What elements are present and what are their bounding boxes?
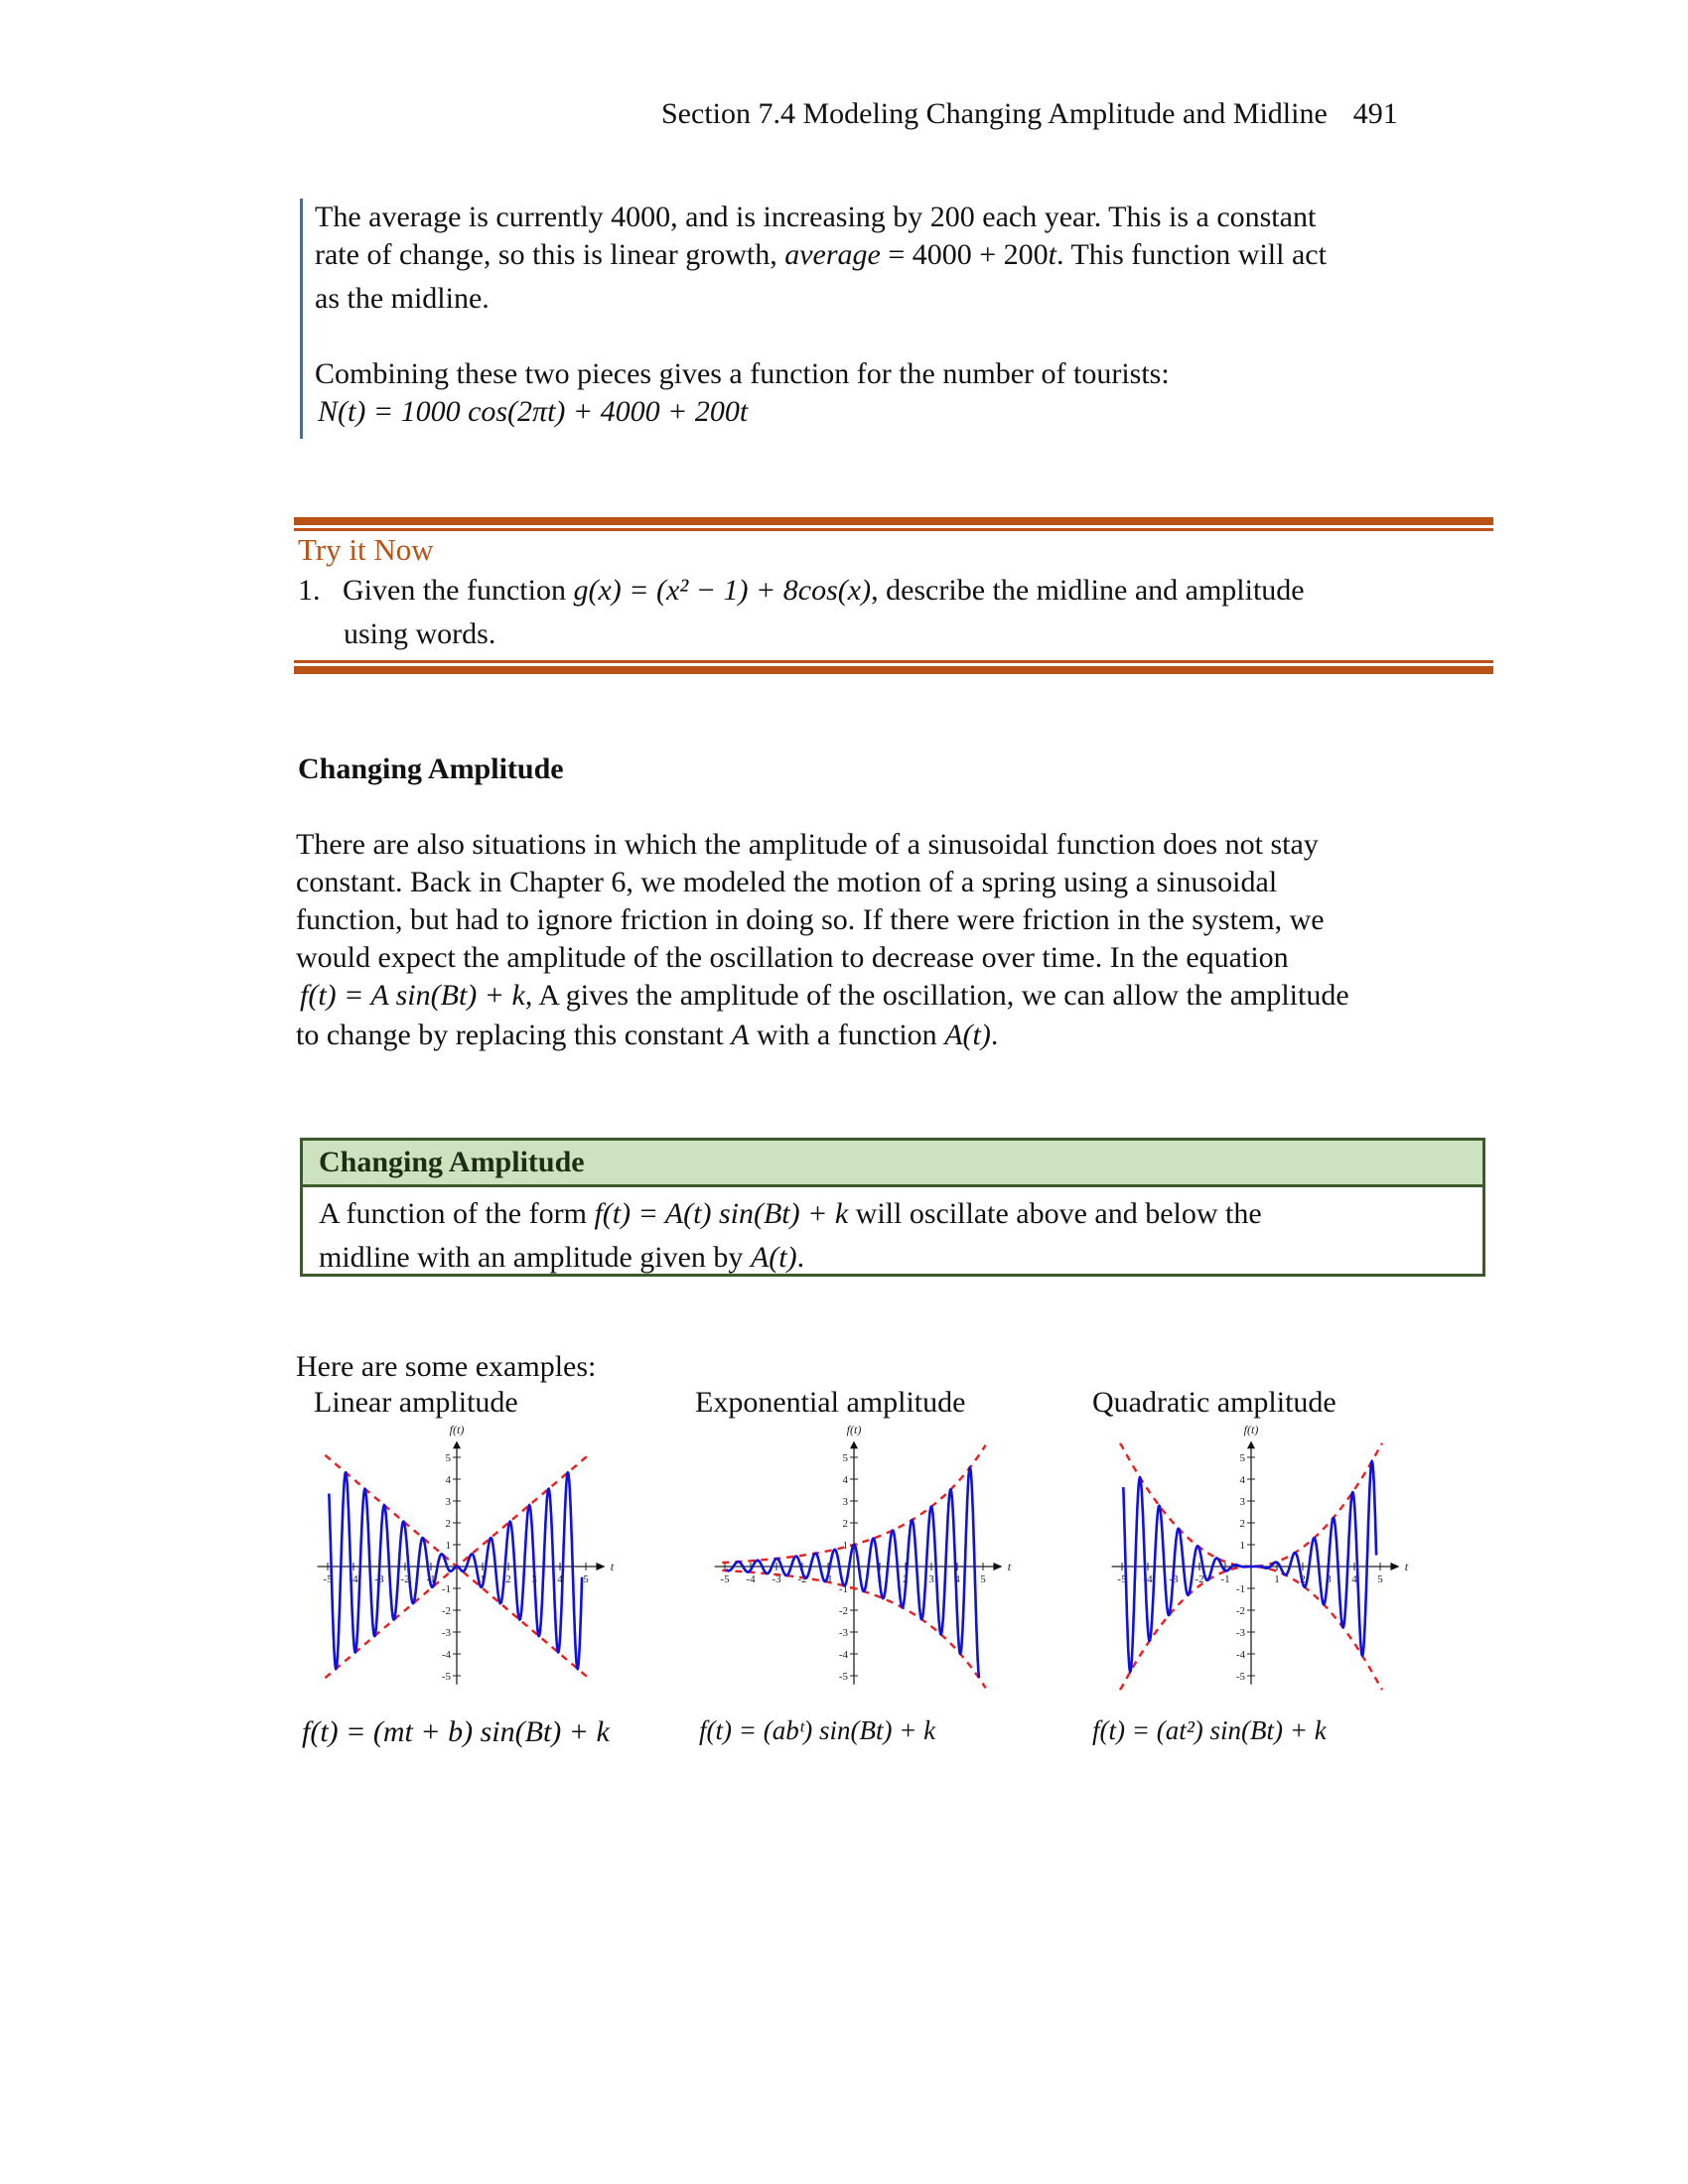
running-header: [661, 97, 1398, 131]
svg-text:-1: -1: [838, 1583, 848, 1595]
svg-text:4: 4: [842, 1474, 848, 1486]
svg-text:5: 5: [445, 1452, 451, 1464]
try-it-top-rule-thin: [294, 528, 1493, 531]
svg-text:-5: -5: [1117, 1573, 1127, 1585]
svg-text:2: 2: [505, 1573, 511, 1585]
svg-text:-4: -4: [1235, 1649, 1245, 1661]
chart-title-exponential: Exponential amplitude: [695, 1386, 966, 1419]
svg-text:-2: -2: [400, 1573, 410, 1585]
svg-text:-4: -4: [838, 1649, 848, 1661]
example-line-4: Combining these two pieces gives a function for the number of tourists:: [315, 357, 1170, 390]
para-line-6: to change by replacing this constant A with a function A(t).: [296, 1019, 999, 1051]
svg-text:2: 2: [1239, 1518, 1245, 1530]
tourist-formula: N(t) = 1000 cos(2πt) + 4000 + 200t: [318, 395, 749, 428]
svg-text:-1: -1: [1220, 1573, 1230, 1585]
definition-line-1: A function of the form f(t) = A(t) sin(Bt) + k will oscillate above and below the: [319, 1197, 1262, 1230]
examples-intro: Here are some examples:: [296, 1350, 597, 1383]
try-it-now-title: Try it Now: [298, 532, 434, 567]
try-it-bottom-rule-thin: [294, 660, 1493, 663]
try-it-item-1-cont: using words.: [344, 617, 496, 650]
svg-text:3: 3: [1326, 1573, 1332, 1585]
x-axis-arrow-icon: [993, 1563, 1002, 1570]
para-line-4: would expect the amplitude of the oscillation to decrease over time. In the equation: [296, 941, 1289, 974]
x-axis-arrow-icon: [1390, 1563, 1399, 1570]
svg-text:-3: -3: [772, 1573, 781, 1585]
svg-text:3: 3: [928, 1573, 934, 1585]
svg-text:5: 5: [842, 1452, 848, 1464]
svg-text:-1: -1: [1235, 1583, 1245, 1595]
svg-text:-1: -1: [441, 1583, 451, 1595]
svg-text:4: 4: [1351, 1573, 1357, 1585]
svg-text:-2: -2: [1235, 1605, 1245, 1617]
svg-text:-3: -3: [838, 1627, 848, 1639]
svg-text:-5: -5: [1235, 1671, 1245, 1683]
svg-text:3: 3: [531, 1573, 537, 1585]
svg-text:1: 1: [480, 1573, 486, 1585]
svg-text:2: 2: [903, 1573, 909, 1585]
formula-exponential: f(t) = (abᵗ) sin(Bt) + k: [699, 1715, 936, 1745]
svg-text:-2: -2: [838, 1605, 848, 1617]
average-var: average: [784, 238, 881, 271]
svg-text:-4: -4: [441, 1649, 451, 1661]
svg-text:-5: -5: [323, 1573, 333, 1585]
svg-text:t: t: [610, 1560, 615, 1573]
svg-text:4: 4: [557, 1573, 563, 1585]
para-line-2: constant. Back in Chapter 6, we modeled the motion of a spring using a sinusoidal: [296, 866, 1278, 898]
svg-text:2: 2: [842, 1518, 848, 1530]
svg-text:f(t): f(t): [1243, 1422, 1259, 1436]
formula-quadratic: f(t) = (at²) sin(Bt) + k: [1092, 1715, 1327, 1745]
linear-amplitude-chart: [298, 1422, 626, 1707]
svg-text:1: 1: [1239, 1540, 1245, 1552]
svg-text:2: 2: [445, 1518, 451, 1530]
svg-text:4: 4: [954, 1573, 960, 1585]
svg-text:4: 4: [445, 1474, 451, 1486]
svg-text:3: 3: [445, 1496, 451, 1508]
svg-text:-3: -3: [1169, 1573, 1179, 1585]
svg-text:t: t: [1404, 1560, 1409, 1573]
svg-text:-5: -5: [720, 1573, 730, 1585]
svg-text:-1: -1: [823, 1573, 833, 1585]
x-axis-arrow-icon: [596, 1563, 605, 1570]
svg-text:-4: -4: [1143, 1573, 1153, 1585]
definition-box-header: [303, 1141, 1482, 1187]
svg-text:1: 1: [1274, 1573, 1280, 1585]
y-axis-arrow-icon: [850, 1441, 858, 1449]
definition-line-2: midline with an amplitude given by A(t).: [319, 1241, 805, 1274]
svg-text:-2: -2: [441, 1605, 451, 1617]
svg-text:-4: -4: [746, 1573, 756, 1585]
svg-text:1: 1: [445, 1540, 451, 1552]
svg-text:-2: -2: [1195, 1573, 1204, 1585]
exponential-amplitude-chart: [695, 1422, 1023, 1707]
y-axis-arrow-icon: [453, 1441, 461, 1449]
svg-text:-5: -5: [838, 1671, 848, 1683]
definition-body: [319, 1192, 1262, 1280]
y-axis-arrow-icon: [1247, 1441, 1255, 1449]
example-line-3: as the midline.: [315, 282, 490, 315]
svg-text:4: 4: [1239, 1474, 1245, 1486]
svg-text:-4: -4: [349, 1573, 358, 1585]
example-line-1: The average is currently 4000, and is increasing by 200 each year. This is a constant: [315, 201, 1317, 233]
f-equation: f(t) = A sin(Bt) + k: [300, 979, 525, 1012]
para-line-3: function, but had to ignore friction in doing so. If there were friction in the system, we: [296, 903, 1325, 936]
svg-text:3: 3: [842, 1496, 848, 1508]
page-number: 491: [1352, 97, 1398, 130]
svg-text:5: 5: [980, 1573, 986, 1585]
svg-text:-3: -3: [1235, 1627, 1245, 1639]
svg-text:5: 5: [1239, 1452, 1245, 1464]
svg-text:-3: -3: [374, 1573, 384, 1585]
para-line-1: There are also situations in which the amplitude of a sinusoidal function does not stay: [296, 828, 1319, 861]
chart-title-linear: Linear amplitude: [314, 1386, 518, 1419]
svg-text:t: t: [1007, 1560, 1012, 1573]
svg-text:-2: -2: [797, 1573, 807, 1585]
para-line-5: f(t) = A sin(Bt) + k, A gives the amplitude of the oscillation, we can allow the amplitude: [300, 979, 1349, 1012]
definition-box: [300, 1138, 1485, 1277]
try-it-item-1: 1. Given the function g(x) = (x² − 1) + 8cos(x), describe the midline and amplitude: [298, 574, 1305, 607]
svg-text:1: 1: [842, 1540, 848, 1552]
svg-text:f(t): f(t): [449, 1422, 465, 1436]
example-left-bar: [300, 199, 303, 439]
try-it-top-rule: [294, 517, 1493, 525]
svg-text:2: 2: [1300, 1573, 1306, 1585]
section-heading: Changing Amplitude: [298, 752, 564, 785]
definition-title: Changing Amplitude: [319, 1146, 585, 1178]
svg-text:-1: -1: [426, 1573, 436, 1585]
svg-text:5: 5: [583, 1573, 589, 1585]
chart-title-quadratic: Quadratic amplitude: [1092, 1386, 1336, 1419]
svg-text:5: 5: [1377, 1573, 1383, 1585]
quadratic-amplitude-chart: [1092, 1422, 1420, 1707]
svg-text:1: 1: [877, 1573, 883, 1585]
svg-text:f(t): f(t): [846, 1422, 862, 1436]
g-formula: g(x) = (x² − 1) + 8cos(x): [573, 574, 872, 607]
try-it-bottom-rule: [294, 666, 1493, 674]
example-line-2: rate of change, so this is linear growth, average = 4000 + 200t. This function will act: [315, 238, 1327, 271]
svg-text:3: 3: [1239, 1496, 1245, 1508]
formula-linear: f(t) = (mt + b) sin(Bt) + k: [302, 1715, 610, 1748]
section-title: Section 7.4 Modeling Changing Amplitude and Midline: [661, 97, 1328, 130]
svg-text:-3: -3: [441, 1627, 451, 1639]
svg-text:-5: -5: [441, 1671, 451, 1683]
item-number: 1.: [298, 574, 321, 607]
